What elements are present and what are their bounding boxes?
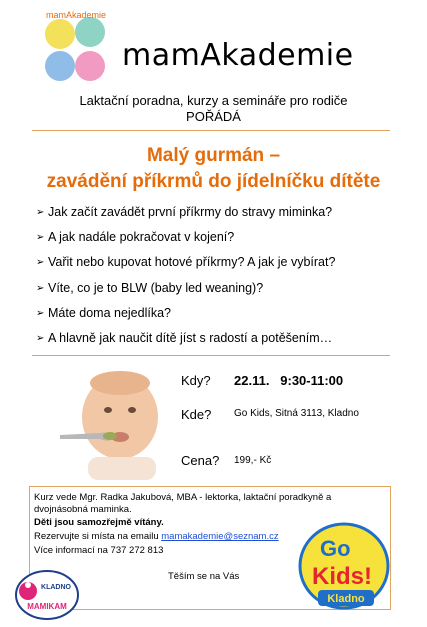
arrow-bullet-icon: ➢	[36, 332, 45, 344]
svg-text:Go: Go	[320, 536, 351, 561]
list-item: ➢ Vařit nebo kupovat hotové příkrmy? A jak je vybírat?	[36, 255, 336, 270]
list-item: ➢ A jak nadále pokračovat v kojení?	[36, 230, 235, 245]
list-item: ➢ A hlavně jak naučit dítě jíst s radostí a potěšením…	[36, 330, 333, 345]
svg-text:mamAkademie: mamAkademie	[45, 10, 107, 20]
tagline: Laktační poradna, kurzy a semináře pro rodiče	[79, 93, 348, 108]
list-item: ➢ Víte, co je to BLW (baby led weaning)?	[36, 280, 264, 295]
svg-text:Kids!: Kids!	[312, 563, 372, 590]
kids-welcome-text: Děti jsou samozřejmě vítány.	[34, 517, 164, 528]
where-label: Kde?	[181, 407, 212, 422]
list-item: ➢ Jak začít zavádět první příkrmy do stravy miminka?	[36, 205, 333, 219]
organizes-label: POŘÁDÁ	[186, 109, 241, 124]
divider	[32, 355, 390, 356]
svg-text:KLADNO: KLADNO	[41, 584, 71, 591]
event-title: Malý gurmán –	[146, 145, 281, 166]
list-item: ➢ Máte doma nejedlíka?	[36, 305, 171, 320]
divider	[32, 130, 390, 131]
event-subtitle: zavádění příkrmů do jídelníčku dítěte	[46, 171, 381, 192]
price-label: Cena?	[181, 453, 220, 468]
when-value: 22.11. 9:30-11:00	[234, 373, 344, 388]
email-link[interactable]: mamakademie@seznam.cz	[161, 531, 279, 542]
brand-name: mamAkademie	[122, 38, 354, 73]
closing-text: Těším se na Vás	[168, 571, 240, 582]
arrow-bullet-icon: ➢	[36, 282, 45, 294]
arrow-bullet-icon: ➢	[36, 307, 45, 319]
mamikam-logo	[14, 565, 80, 625]
price-value: 199,- Kč	[234, 455, 272, 466]
lecturer-text-cont: dvojnásobná maminka.	[34, 504, 132, 515]
svg-text:Kladno: Kladno	[327, 593, 365, 605]
baby-eating-photo	[60, 365, 165, 480]
phone-info: Více informací na 737 272 813	[34, 545, 164, 556]
arrow-bullet-icon: ➢	[36, 257, 45, 269]
where-value: Go Kids, Sitná 3113, Kladno	[234, 408, 359, 419]
mamakademie-logo	[38, 6, 114, 92]
question-list	[36, 205, 396, 356]
arrow-bullet-icon: ➢	[36, 232, 45, 244]
reservation-text: Rezervujte si místa na emailu mamakademie@seznam.cz	[34, 531, 279, 542]
svg-text:MAMIKAM: MAMIKAM	[27, 602, 67, 611]
gokids-logo	[298, 520, 390, 612]
arrow-bullet-icon: ➢	[36, 207, 45, 218]
lecturer-text: Kurz vede Mgr. Radka Jakubová, MBA - lektorka, laktační poradkyně a	[34, 492, 332, 503]
when-label: Kdy?	[181, 373, 211, 388]
